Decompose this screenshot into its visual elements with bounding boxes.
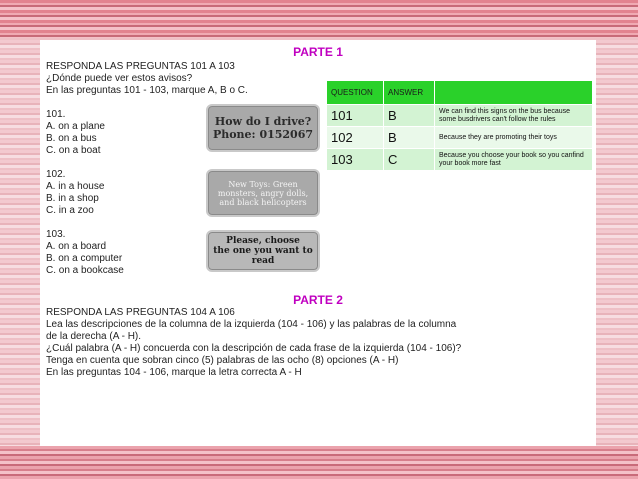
table-row [327, 105, 593, 127]
instruction-line: C. on a bookcase [46, 265, 124, 276]
sign-line: How do I drive? [214, 115, 312, 128]
instruction-line: Lea las descripciones de la columna de la izquierda (104 - 106) y las palabras de la columna [46, 319, 457, 330]
sign-line: Phone: 0152067 [212, 128, 314, 141]
instruction-line: B. on a bus [46, 133, 97, 144]
sign-line: monsters, angry dolls, [217, 188, 309, 198]
table-row [327, 149, 593, 171]
instruction-line: 102. [46, 169, 66, 180]
instruction-line: A. on a board [46, 241, 107, 252]
part2-instructions [46, 307, 461, 379]
slide [40, 40, 596, 446]
table-row [327, 127, 593, 149]
answers-table [326, 80, 593, 171]
reason-cell: We can find this signs on the bus because some busdrivers can't follow the rules [435, 105, 593, 127]
instruction-line: RESPONDA LAS PREGUNTAS 101 A 103 [46, 61, 235, 72]
instruction-line: 101. [46, 109, 66, 120]
instruction-line: ¿Dónde puede ver estos avisos? [46, 73, 193, 84]
reason-cell: Because you choose your book so you canfind your book more fast [435, 149, 593, 171]
sign-please-choose [206, 230, 320, 272]
sign-line: New Toys: Green [228, 179, 298, 189]
sign-how-do-i-drive [206, 104, 320, 152]
instruction-line: C. in a zoo [46, 205, 94, 216]
sign-line: the one you want to read [213, 246, 313, 266]
column-header-reason [435, 81, 593, 105]
instruction-line: RESPONDA LAS PREGUNTAS 104 A 106 [46, 307, 235, 318]
reason-cell: Because they are promoting their toys [435, 127, 593, 149]
answer-cell: B [384, 127, 435, 149]
decorative-top-band [0, 0, 638, 38]
part2-title: PARTE 2 [293, 293, 343, 307]
instruction-line: B. in a shop [46, 193, 99, 204]
question-cell: 103 [327, 149, 384, 171]
question-cell: 101 [327, 105, 384, 127]
decorative-bottom-band [0, 446, 638, 479]
sign-line: and black helicopters [219, 197, 307, 207]
instruction-line [46, 157, 248, 169]
instruction-line: 103. [46, 229, 66, 240]
instruction-line: En las preguntas 104 - 106, marque la letra correcta A - H [46, 367, 302, 378]
instruction-line: Tenga en cuenta que sobran cinco (5) palabras de las ocho (8) opciones (A - H) [46, 355, 399, 366]
instruction-line: de la derecha (A - H). [46, 331, 142, 342]
instruction-line: B. on a computer [46, 253, 123, 264]
instruction-line: A. in a house [46, 181, 105, 192]
instruction-line: ¿Cuál palabra (A - H) concuerda con la descripción de cada frase de la izquierda (104 - 106)? [46, 343, 462, 354]
instruction-line: En las preguntas 101 - 103, marque A, B o C. [46, 85, 248, 96]
sign-new-toys [206, 169, 320, 217]
instruction-line [46, 217, 248, 229]
answer-cell: C [384, 149, 435, 171]
sign-line: Please, choose [226, 236, 300, 246]
answer-cell: B [384, 105, 435, 127]
instruction-line: C. on a boat [46, 145, 101, 156]
instruction-line: A. on a plane [46, 121, 105, 132]
column-header-answer: ANSWER [384, 81, 435, 105]
column-header-question: QUESTION [327, 81, 384, 105]
part1-title: PARTE 1 [293, 45, 343, 59]
question-cell: 102 [327, 127, 384, 149]
